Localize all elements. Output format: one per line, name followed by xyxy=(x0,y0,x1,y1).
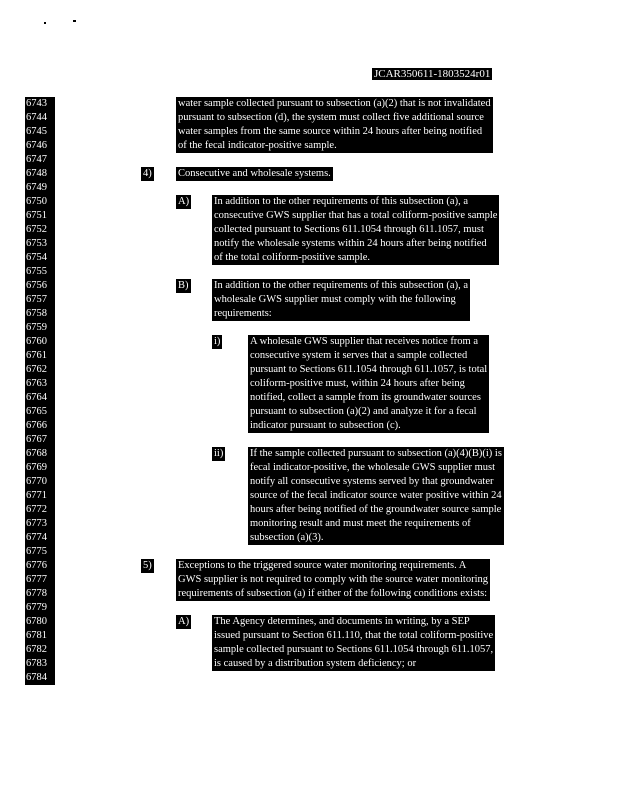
line-number: 6743 xyxy=(25,97,55,111)
line-number: 6766 xyxy=(25,419,55,433)
line-number: 6775 xyxy=(25,545,55,559)
line-number: 6749 xyxy=(25,181,55,195)
text-line: issued pursuant to Section 611.110, that the total coliform-positive xyxy=(214,630,494,641)
line-number: 6751 xyxy=(25,209,55,223)
line-number: 6764 xyxy=(25,391,55,405)
text-line: In addition to the other requirements of this subsection (a), a xyxy=(214,196,468,207)
item-5a-text xyxy=(212,615,495,671)
line-number: 6771 xyxy=(25,489,55,503)
item-5-label: 5) xyxy=(143,560,152,571)
text-line: In addition to the other requirements of this subsection (a), a xyxy=(214,280,468,291)
item-5a-label: A) xyxy=(178,616,190,627)
text-line: requirements of subsection (a) if either of the following conditions exists: xyxy=(178,588,488,599)
item-4b-ii-label: ii) xyxy=(214,448,224,459)
text-line: water samples from the same source within 24 hours after being notified xyxy=(178,126,483,137)
item-4a-text xyxy=(212,195,499,265)
item-4a-label: A) xyxy=(178,196,190,207)
line-number: 6747 xyxy=(25,153,55,167)
text-line: notify all consecutive systems served by that groundwater xyxy=(250,476,494,487)
text-line: pursuant to Sections 611.1054 through 611.1057, is total xyxy=(250,364,488,375)
line-number: 6761 xyxy=(25,349,55,363)
item-4b-i-label: i) xyxy=(214,336,221,347)
line-number: 6774 xyxy=(25,531,55,545)
text-line: notify the wholesale systems within 24 hours after being notified xyxy=(214,238,487,249)
line-number: 6752 xyxy=(25,223,55,237)
text-line: pursuant to subsection (a)(2) and analyze it for a fecal xyxy=(250,406,477,417)
text-line: monitoring result and must meet the requirements of xyxy=(250,518,471,529)
line-number: 6772 xyxy=(25,503,55,517)
line-number: 6757 xyxy=(25,293,55,307)
line-number: 6748 xyxy=(25,167,55,181)
text-line: fecal indicator-positive, the wholesale GWS supplier must xyxy=(250,462,496,473)
line-number: 6750 xyxy=(25,195,55,209)
text-line: hours after being notified of the groundwater source sample xyxy=(250,504,502,515)
line-number: 6758 xyxy=(25,307,55,321)
text-line: collected pursuant to Sections 611.1054 through 611.1057, must xyxy=(214,224,484,235)
text-line: GWS supplier is not required to comply with the source water monitoring xyxy=(178,574,488,585)
line-number: 6744 xyxy=(25,111,55,125)
line-number: 6782 xyxy=(25,643,55,657)
text-line: Exceptions to the triggered source water monitoring requirements. A xyxy=(178,560,467,571)
item-5-text xyxy=(176,559,490,601)
text-line: If the sample collected pursuant to subsection (a)(4)(B)(i) is xyxy=(250,448,502,459)
text-line: coliform-positive must, within 24 hours after being xyxy=(250,378,465,389)
text-line: wholesale GWS supplier must comply with the following xyxy=(214,294,456,305)
text-line: notified, collect a sample from its groundwater sources xyxy=(250,392,481,403)
line-number: 6767 xyxy=(25,433,55,447)
line-number: 6745 xyxy=(25,125,55,139)
line-number: 6770 xyxy=(25,475,55,489)
line-number: 6769 xyxy=(25,461,55,475)
text-line: consecutive GWS supplier that has a total coliform-positive sample xyxy=(214,210,498,221)
line-number: 6753 xyxy=(25,237,55,251)
line-number: 6780 xyxy=(25,615,55,629)
line-number: 6781 xyxy=(25,629,55,643)
text-line: of the total coliform-positive sample. xyxy=(214,252,371,263)
text-line: indicator pursuant to subsection (c). xyxy=(250,420,401,431)
item-4-label: 4) xyxy=(143,168,152,179)
line-number: 6763 xyxy=(25,377,55,391)
text-line: water sample collected pursuant to subsection (a)(2) that is not invalidated xyxy=(178,98,491,109)
line-number: 6756 xyxy=(25,279,55,293)
text-line: of the fecal indicator-positive sample. xyxy=(178,140,337,151)
line-number: 6779 xyxy=(25,601,55,615)
line-number: 6778 xyxy=(25,587,55,601)
text-line: consecutive system it serves that a sample collected xyxy=(250,350,468,361)
paragraph-continuation xyxy=(176,97,493,153)
item-4b-text xyxy=(212,279,470,321)
item-4b-i-text xyxy=(248,335,489,433)
line-number: 6755 xyxy=(25,265,55,279)
text-line: requirements: xyxy=(214,308,272,319)
scan-speck xyxy=(44,22,46,24)
text-line: Consecutive and wholesale systems. xyxy=(178,168,331,179)
item-4-text xyxy=(176,167,333,181)
line-number: 6768 xyxy=(25,447,55,461)
line-number: 6759 xyxy=(25,321,55,335)
line-number: 6746 xyxy=(25,139,55,153)
scan-speck xyxy=(73,20,76,22)
item-4b-label: B) xyxy=(178,280,189,291)
line-number: 6760 xyxy=(25,335,55,349)
line-number: 6762 xyxy=(25,363,55,377)
text-line: source of the fecal indicator source water positive within 24 xyxy=(250,490,502,501)
item-4b-ii-text xyxy=(248,447,504,545)
document-id-header: JCAR350611-1803524r01 xyxy=(374,68,491,80)
line-number: 6783 xyxy=(25,657,55,671)
line-number: 6776 xyxy=(25,559,55,573)
line-number: 6773 xyxy=(25,517,55,531)
text-line: is caused by a distribution system deficiency; or xyxy=(214,658,417,669)
text-line: pursuant to subsection (d), the system must collect five additional source xyxy=(178,112,484,123)
line-number: 6765 xyxy=(25,405,55,419)
line-number: 6754 xyxy=(25,251,55,265)
text-line: The Agency determines, and documents in writing, by a SEP xyxy=(214,616,470,627)
text-line: A wholesale GWS supplier that receives notice from a xyxy=(250,336,479,347)
line-number: 6784 xyxy=(25,671,55,685)
line-number: 6777 xyxy=(25,573,55,587)
text-line: subsection (a)(3). xyxy=(250,532,324,543)
text-line: sample collected pursuant to Sections 611.1054 through 611.1057, xyxy=(214,644,494,655)
